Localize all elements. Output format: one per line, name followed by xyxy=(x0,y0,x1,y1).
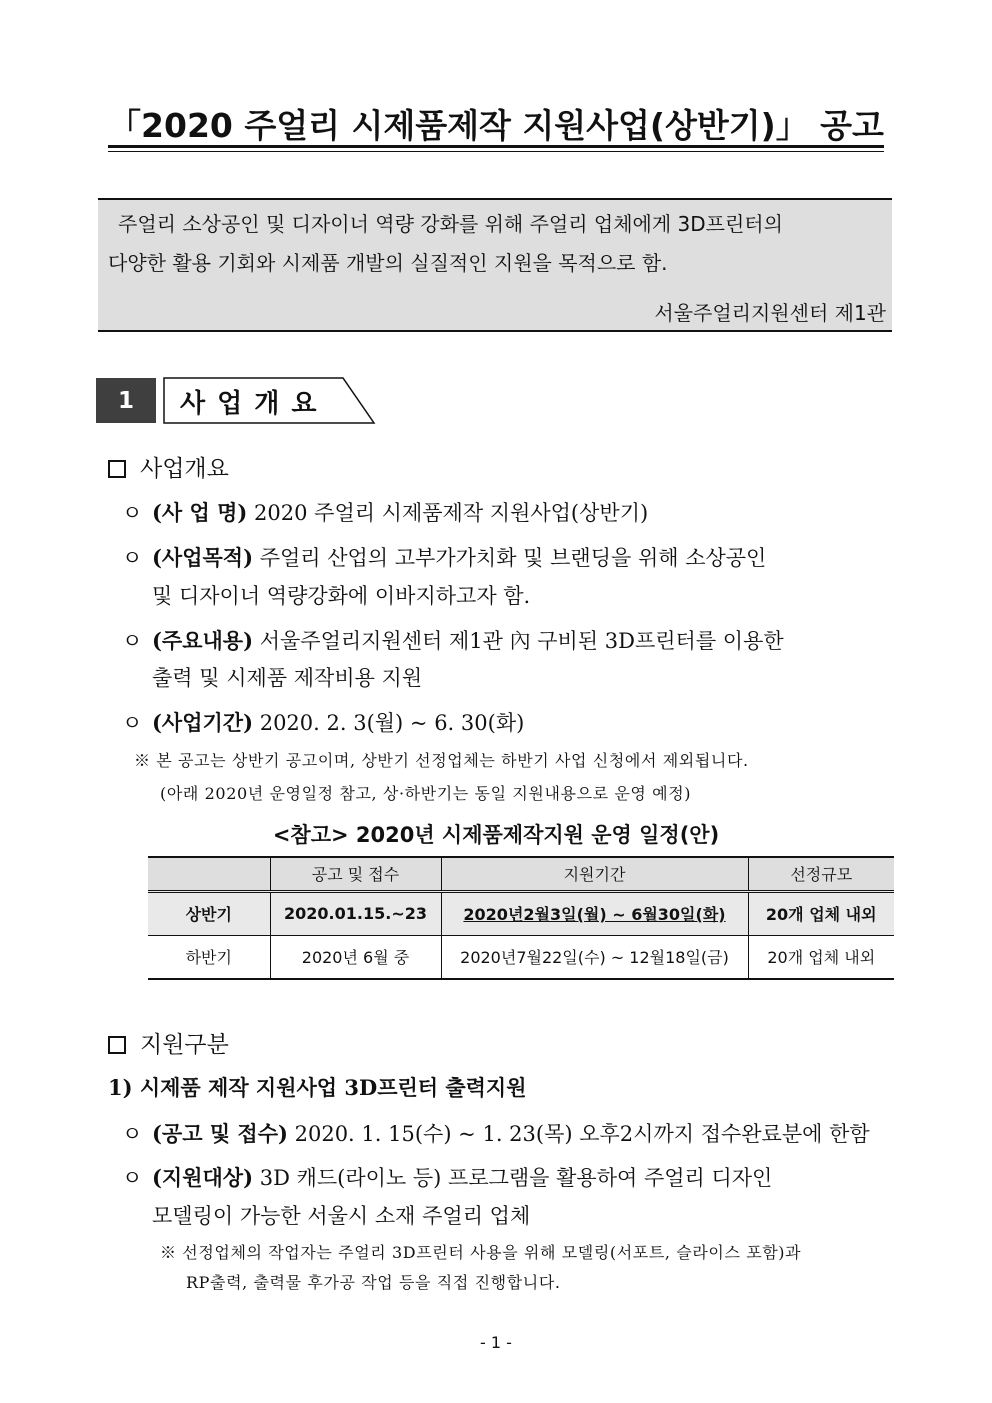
circle-bullet: ㅇ xyxy=(122,1166,143,1190)
item-label: (사업기간) xyxy=(152,710,254,735)
table-cell: 20개 업체 내외 xyxy=(748,891,894,935)
table-cell: 2020년7월22일(수) ~ 12월18일(금) xyxy=(441,935,748,979)
item-text: 2020 주얼리 시제품제작 지원사업(상반기) xyxy=(247,501,649,525)
table-cell: 20개 업체 내외 xyxy=(748,935,894,979)
note-text: (아래 2020년 운영일정 참고, 상·하반기는 동일 지원내용으로 운영 예정) xyxy=(160,784,692,803)
title-underline-thin xyxy=(108,151,884,152)
list-item xyxy=(122,1162,772,1192)
item-label: (지원대상) xyxy=(152,1165,254,1190)
circle-bullet: ㅇ xyxy=(122,546,143,570)
item-label: (사업목적) xyxy=(152,545,254,570)
list-item xyxy=(122,497,648,527)
item-text: 3D 캐드(라이노 등) 프로그램을 활용하여 주얼리 디자인 xyxy=(253,1166,773,1190)
item-text-continued: 출력 및 시제품 제작비용 지원 xyxy=(152,666,423,690)
circle-bullet: ㅇ xyxy=(122,711,143,735)
circle-bullet: ㅇ xyxy=(122,1122,143,1146)
section-number: 1 xyxy=(96,378,156,423)
table-header-cell xyxy=(148,857,270,891)
item-label: (사 업 명) xyxy=(152,500,248,525)
support-subheading: 1) 시제품 제작 지원사업 3D프린터 출력지원 xyxy=(108,1075,527,1100)
intro-text-line-2: 다양한 활용 기회와 시제품 개발의 실질적인 지원을 목적으로 함. xyxy=(108,251,668,275)
note-text: ※ 본 공고는 상반기 공고이며, 상반기 선정업체는 하반기 사업 신청에서 제외됩니다. xyxy=(134,751,749,770)
intro-organization: 서울주얼리지원센터 제1관 xyxy=(654,301,886,325)
table-cell: 하반기 xyxy=(185,948,232,968)
list-item xyxy=(122,625,784,655)
schedule-table xyxy=(148,856,894,980)
circle-bullet: ㅇ xyxy=(122,629,143,653)
table-header-row xyxy=(148,857,894,891)
support-heading-label: 지원구분 xyxy=(140,1032,229,1058)
item-text: 2020. 2. 3(월) ~ 6. 30(화) xyxy=(253,711,525,735)
circle-bullet: ㅇ xyxy=(122,501,143,525)
table-row xyxy=(148,891,894,935)
page-number: - 1 - xyxy=(480,1333,512,1352)
intro-text-line-1: 주얼리 소상공인 및 디자이너 역량 강화를 위해 주얼리 업체에게 3D프린터의 xyxy=(118,212,783,236)
item-text: 주얼리 산업의 고부가가치화 및 브랜딩을 위해 소상공인 xyxy=(253,546,767,570)
item-text: 서울주얼리지원센터 제1관 內 구비된 3D프린터를 이용한 xyxy=(253,629,784,653)
square-bullet-icon xyxy=(108,460,126,478)
item-text: 2020. 1. 15(수) ~ 1. 23(목) 오후2시까지 접수완료분에 한함 xyxy=(287,1122,870,1146)
table-row xyxy=(148,935,894,979)
support-heading xyxy=(108,1026,229,1059)
table-header-cell: 선정규모 xyxy=(748,857,894,891)
overview-heading xyxy=(108,450,229,483)
note-text: ※ 선정업체의 작업자는 주얼리 3D프린터 사용을 위해 모델링(서포트, 슬라이스 포함)과 xyxy=(160,1243,802,1262)
square-bullet-icon xyxy=(108,1036,126,1054)
section-title: 사업개요 xyxy=(180,389,329,419)
table-cell-text: 2020년2월3일(월) ~ 6월30일(화) xyxy=(463,905,726,924)
title-underline-thick xyxy=(108,145,884,148)
overview-heading-label: 사업개요 xyxy=(140,456,229,482)
item-text-continued: 모델링이 가능한 서울시 소재 주얼리 업체 xyxy=(152,1204,531,1228)
note-text: RP출력, 출력물 후가공 작업 등을 직접 진행합니다. xyxy=(186,1273,561,1292)
table-caption: <참고> 2020년 시제품제작지원 운영 일정(안) xyxy=(272,823,720,847)
list-item xyxy=(122,542,766,572)
table-cell: 2020년 6월 중 xyxy=(270,935,441,979)
table-header-cell: 지원기간 xyxy=(441,857,748,891)
page-title: 「2020 주얼리 시제품제작 지원사업(상반기)」 공고 xyxy=(108,106,884,145)
table-header-cell: 공고 및 접수 xyxy=(270,857,441,891)
list-item xyxy=(122,1118,870,1148)
item-label: (공고 및 접수) xyxy=(152,1121,288,1146)
table-cell xyxy=(441,891,748,935)
table-cell: 2020.01.15.~23 xyxy=(270,891,441,935)
table-cell: 상반기 xyxy=(185,905,232,924)
item-label: (주요내용) xyxy=(152,628,254,653)
item-text-continued: 및 디자이너 역량강화에 이바지하고자 함. xyxy=(152,584,531,608)
list-item xyxy=(122,707,524,737)
